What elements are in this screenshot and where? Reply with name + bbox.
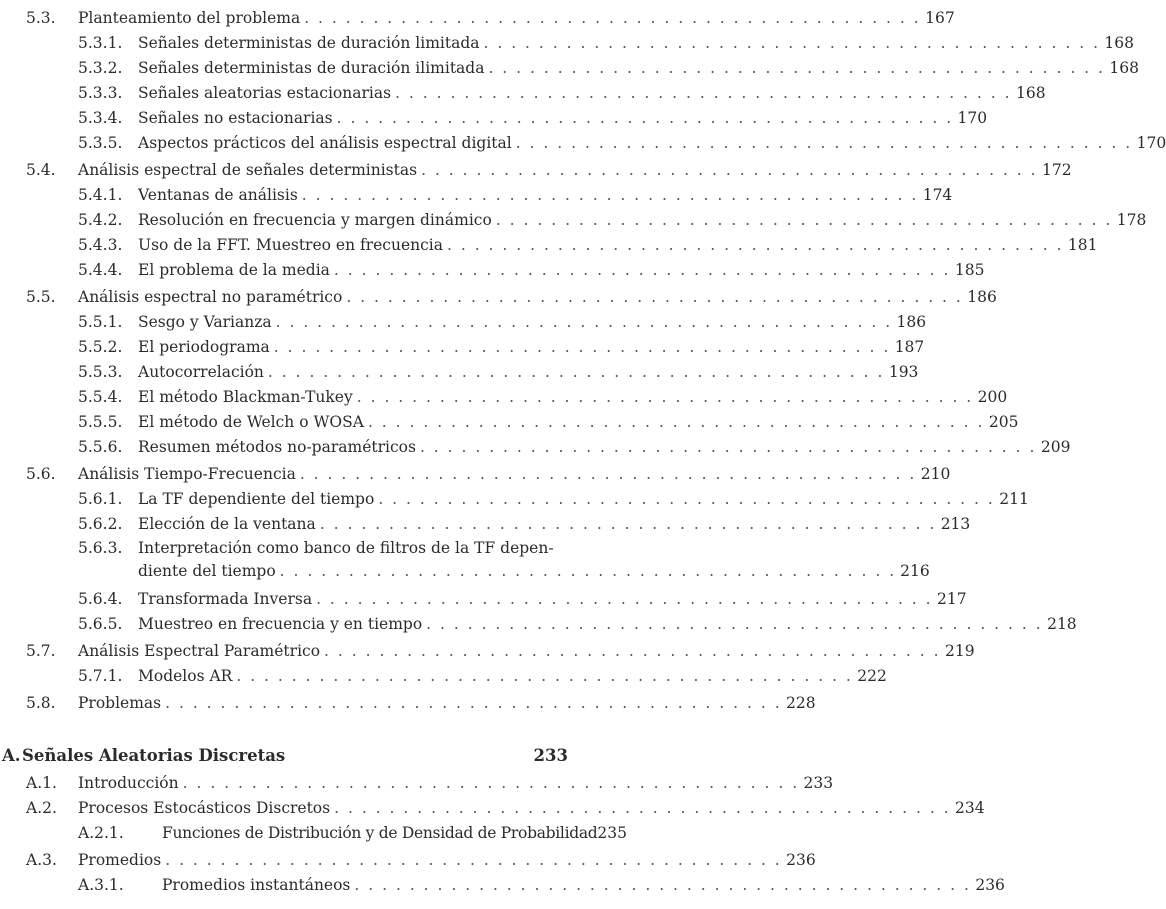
toc-entry-title: Sesgo y Varianza	[138, 313, 272, 331]
toc-entry-title: La TF dependiente del tiempo	[138, 490, 375, 508]
toc-entry-number: 5.3.4.	[78, 109, 123, 127]
toc-entry	[26, 691, 816, 715]
toc-entry-number: 5.5.2.	[78, 338, 123, 356]
toc-entry	[78, 335, 925, 359]
toc-entry-number: 5.3.3.	[78, 84, 123, 102]
toc-entry-number: 5.4.	[26, 161, 56, 179]
toc-entry-page: 222	[857, 667, 887, 685]
toc-leader-dots: . . . . . . . . . . . . . . . . . . . . . . . . . . . . . . . . . . . . . . . . . . . . .	[356, 388, 974, 406]
toc-leader-dots: . . . . . . . . . . . . . . . . . . . . . . . . . . . . . . . . . . . . . . . . . . . . .	[426, 615, 1043, 633]
toc-entry-title: Análisis espectral de señales deterministas	[78, 161, 418, 179]
toc-leader-dots: . . . . . . . . . . . . . . . . . . . . . . . . . . . . . . . . . . . . . . . . . . . . .	[367, 413, 985, 431]
toc-entry-title: Análisis Tiempo-Frecuencia	[78, 465, 296, 483]
toc-entry-title: Muestreo en frecuencia y en tiempo	[138, 615, 423, 633]
toc-leader-dots: . . . . . . . . . . . . . . . . . . . . . . . . . . . . . . . . . . . . . . . . . . . . .	[395, 84, 1012, 102]
toc-entry-title: Señales deterministas de duración limitada	[138, 34, 480, 52]
toc-leader-dots: . . . . . . . . . . . . . . . . . . . . . . . . . . . . . . . . . . . . . . . . . . . . .	[336, 109, 954, 127]
toc-entry-title-line1: Interpretación como banco de filtros de la TF depen-	[138, 539, 554, 557]
toc-entry	[78, 81, 1046, 105]
toc-entry	[78, 385, 1008, 409]
toc-entry-number: 5.5.6.	[78, 438, 123, 456]
toc-entry-page: 185	[954, 261, 985, 279]
toc-entry	[78, 208, 1147, 232]
toc-leader-dots: . . . . . . . . . . . . . . . . . . . . . . . . . . . . . . . . . . . . . . . . . . . . .	[324, 642, 941, 660]
toc-entry-page: 236	[786, 851, 816, 869]
toc-entry-page: 233	[533, 746, 568, 765]
toc-entry-page: 181	[1067, 236, 1098, 254]
toc-entry-number: A.	[2, 746, 21, 765]
toc-entry-number: 5.7.1.	[78, 667, 123, 685]
toc-entry-title: Resumen métodos no-paramétricos	[138, 438, 416, 456]
toc-leader-dots: . . . . . . . . . . . . . . . . . . . . . . . . . . . . . . . . . . . . . . . . . . . . .	[236, 667, 853, 685]
toc-leader-dots: . . . . . . . . . . . . . . . . . . . . . . . . . . . . . . . . . . . . . . . . . . . . .	[279, 562, 897, 580]
toc-entry-title: Modelos AR	[138, 667, 233, 685]
toc-leader-dots: . . . . . . . . . . . . . . . . . . . . . . . . . . . . . . . . . . . . . . . . . . . . .	[273, 338, 891, 356]
toc-entry	[78, 873, 1005, 897]
toc-entry	[78, 258, 985, 282]
toc-leader-dots: . . . . . . . . . . . . . . . . . . . . . . . . . . . . . . . . . . . . . . . . . . . . .	[447, 236, 1064, 254]
toc-entry	[26, 158, 1072, 182]
toc-entry-page: 236	[975, 876, 1005, 894]
toc-entry-number: 5.4.2.	[78, 211, 123, 229]
toc-leader-dots: . . . . . . . . . . . . . . . . . . . . . . . . . . . . . . . . . . . . . . . . . . . . .	[165, 694, 782, 712]
toc-leader-dots: . . . . . . . . . . . . . . . . . . . . . . . . . . . . . . . . . . . . . . . . . . . . .	[419, 438, 1037, 456]
toc-entry-title: Señales deterministas de duración ilimitada	[138, 59, 485, 77]
toc-entry-number: A.1.	[26, 774, 57, 792]
toc-entry-page: 178	[1116, 211, 1147, 229]
toc-entry-title: Señales aleatorias estacionarias	[138, 84, 392, 102]
toc-entry	[78, 664, 887, 688]
toc-entry-page: 186	[896, 313, 927, 331]
toc-entry-number: 5.6.5.	[78, 615, 123, 633]
toc-entry-page: 216	[900, 562, 930, 580]
toc-entry-page: 172	[1041, 161, 1072, 179]
toc-leader-dots: . . . . . . . . . . . . . . . . . . . . . . . . . . . . . . . . . . . . . . . . . . . . .	[378, 490, 995, 508]
toc-entry-title: Promedios	[78, 851, 162, 869]
toc-entry-title: El método de Welch o WOSA	[138, 413, 364, 431]
toc-leader-dots: . . . . . . . . . . . . . . . . . . . . . . . . . . . . . . . . . . . . . . . . . . . . .	[299, 465, 917, 483]
toc-leader-dots: . . . . . . . . . . . . . . . . . . . . . . . . . . . . . . . . . . . . . . . . . . . . .	[275, 313, 893, 331]
toc-leader-dots: . . . . . . . . . . . . . . . . . . . . . . . . . . . . . . . . . . . . . . . . . . . . .	[515, 134, 1133, 152]
toc-entry-number: 5.6.4.	[78, 590, 123, 608]
toc-entry-number: 5.6.	[26, 465, 56, 483]
toc-entry	[78, 360, 919, 384]
toc-entry-page: 200	[977, 388, 1008, 406]
toc-entry-page: 170	[1136, 134, 1166, 152]
toc-entry	[78, 106, 988, 130]
toc-entry-page: 168	[1104, 34, 1135, 52]
toc-entry-title: Planteamiento del problema	[78, 9, 301, 27]
toc-leader-dots: . . . . . . . . . . . . . . . . . . . . . . . . . . . . . . . . . . . . . . . . . . . . .	[316, 590, 933, 608]
toc-entry-number: A.3.1.	[78, 876, 124, 894]
toc-entry	[26, 285, 997, 309]
toc-entry	[78, 410, 1019, 434]
toc-entry	[78, 512, 971, 536]
toc-entry-number: 5.3.1.	[78, 34, 123, 52]
toc-entry-number: 5.8.	[26, 694, 56, 712]
toc-entry-title: Aspectos prácticos del análisis espectral digital	[138, 134, 512, 152]
toc-entry	[26, 848, 816, 872]
toc-entry-number: 5.3.5.	[78, 134, 123, 152]
toc-entry-title: Funciones de Distribución y de Densidad de Probabilidad	[162, 824, 598, 842]
toc-entry-page: 235	[597, 824, 628, 842]
toc-entry-page: 233	[803, 774, 834, 792]
toc-entry	[78, 612, 1077, 636]
toc-entry-page: 219	[944, 642, 975, 660]
toc-entry-page: 218	[1047, 615, 1077, 633]
toc-entry	[78, 587, 967, 611]
toc-entry	[78, 233, 1098, 257]
toc-entry-page: 209	[1040, 438, 1071, 456]
toc-entry-number: A.3.	[26, 851, 57, 869]
toc-leader-dots: . . . . . . . . . . . . . . . . . . . . . . . . . . . . . . . . . . . . . . . . . . . . .	[495, 211, 1113, 229]
toc-leader-dots: . . . . . . . . . . . . . . . . . . . . . . . . . . . . . . . . . . . . . . . . . . . . .	[267, 363, 885, 381]
toc-leader-dots: . . . . . . . . . . . . . . . . . . . . . . . . . . . . . . . . . . . . . . . . . . . . .	[301, 186, 919, 204]
toc-entry-title: Resolución en frecuencia y margen dinámico	[138, 211, 492, 229]
toc-leader-dots: . . . . . . . . . . . . . . . . . . . . . . . . . . . . . . . . . . . . . . . . . . . . .	[488, 59, 1105, 77]
toc-entry-number: 5.5.1.	[78, 313, 123, 331]
toc-entry	[78, 537, 930, 585]
toc-entry	[26, 6, 955, 30]
toc-entry-title: Elección de la ventana	[138, 515, 316, 533]
toc-entry-number: 5.3.	[26, 9, 56, 27]
toc-leader-dots: . . . . . . . . . . . . . . . . . . . . . . . . . . . . . . . . . . . . . . . . . . . . .	[182, 774, 800, 792]
toc-entry-title: Transformada Inversa	[138, 590, 313, 608]
toc-entry-title: Autocorrelación	[138, 363, 264, 381]
toc-entry	[78, 131, 1166, 155]
toc-entry	[78, 31, 1135, 55]
toc-entry-page: 170	[957, 109, 988, 127]
toc-entry	[78, 487, 1029, 511]
toc-entry-page: 186	[967, 288, 997, 306]
toc-entry	[26, 639, 975, 663]
toc-entry-number: 5.5.3.	[78, 363, 123, 381]
toc-chapter-entry	[2, 744, 568, 768]
toc-leader-dots: . . . . . . . . . . . . . . . . . . . . . . . . . . . . . . . . . . . . . . . . . . . . .	[165, 851, 782, 869]
toc-entry-number: 5.4.4.	[78, 261, 123, 279]
toc-entry-title: El problema de la media	[138, 261, 330, 279]
toc-leader-dots: . . . . . . . . . . . . . . . . . . . . . . . . . . . . . . . . . . . . . . . . . . . . .	[333, 261, 951, 279]
toc-entry-page: 174	[922, 186, 953, 204]
toc-leader-dots: . . . . . . . . . . . . . . . . . . . . . . . . . . . . . . . . . . . . . . . . . . . . .	[304, 9, 921, 27]
toc-entry-number: A.2.	[26, 799, 57, 817]
toc-entry-number: 5.4.1.	[78, 186, 123, 204]
toc-entry-title-line2-row	[138, 560, 930, 583]
toc-entry-title: Ventanas de análisis	[138, 186, 298, 204]
toc-leader-dots: . . . . . . . . . . . . . . . . . . . . . . . . . . . . . . . . . . . . . . . . . . . . .	[483, 34, 1101, 52]
toc-entry-page: 167	[925, 9, 955, 27]
toc-entry-page: 228	[786, 694, 816, 712]
toc-entry-title: Análisis Espectral Paramétrico	[78, 642, 321, 660]
toc-entry-page: 217	[937, 590, 967, 608]
toc-entry	[78, 435, 1071, 459]
toc-entry-page: 211	[999, 490, 1029, 508]
toc-entry-page: 205	[988, 413, 1019, 431]
toc-leader-dots: . . . . . . . . . . . . . . . . . . . . . . . . . . . . . . . . . . . . . . . . . . . . .	[319, 515, 937, 533]
toc-entry-number: 5.6.1.	[78, 490, 123, 508]
toc-entry-number: A.2.1.	[78, 824, 124, 842]
toc-entry	[26, 771, 834, 795]
toc-entry-title: Análisis espectral no paramétrico	[78, 288, 343, 306]
toc-entry	[78, 56, 1139, 80]
toc-entry-title: Procesos Estocásticos Discretos	[78, 799, 331, 817]
toc-entry-title: Problemas	[78, 694, 162, 712]
toc-entry-title: Señales no estacionarias	[138, 109, 333, 127]
toc-entry-number: 5.5.4.	[78, 388, 123, 406]
toc-entry-page: 168	[1109, 59, 1139, 77]
toc-leader-dots: . . . . . . . . . . . . . . . . . . . . . . . . . . . . . . . . . . . . . . . . . . . . .	[354, 876, 971, 894]
toc-entry-number: 5.6.2.	[78, 515, 123, 533]
toc-entry	[26, 796, 985, 820]
toc-entry-number: 5.6.3.	[78, 539, 123, 557]
toc-leader-dots: . . . . . . . . . . . . . . . . . . . . . . . . . . . . . . . . . . . . . . . . . . . . .	[346, 288, 963, 306]
toc-entry-page: 213	[940, 515, 971, 533]
toc-entry-number: 5.7.	[26, 642, 56, 660]
toc-entry-page: 193	[888, 363, 919, 381]
toc-leader-dots: . . . . . . . . . . . . . . . . . . . . . . . . . . . . . . . . . . . . . . . . . . . . .	[334, 799, 951, 817]
toc-leader-dots: . . . . . . . . . . . . . . . . . . . . . . . . . . . . . . . . . . . . . . . . . . . . .	[421, 161, 1038, 179]
toc-entry-title: Señales Aleatorias Discretas	[22, 746, 286, 765]
toc-entry-page: 168	[1015, 84, 1046, 102]
toc-entry-number: 5.5.	[26, 288, 56, 306]
toc-entry-page: 187	[894, 338, 925, 356]
toc-entry-title-line2: diente del tiempo	[138, 562, 276, 580]
toc-entry-number: 5.5.5.	[78, 413, 123, 431]
toc-entry-number: 5.3.2.	[78, 59, 123, 77]
toc-entry	[78, 821, 628, 845]
toc-entry	[26, 462, 951, 486]
toc-entry-title: Uso de la FFT. Muestreo en frecuencia	[138, 236, 443, 254]
toc-entry-number: 5.4.3.	[78, 236, 123, 254]
toc-entry-title: Introducción	[78, 774, 179, 792]
toc-entry-title: El método Blackman-Tukey	[138, 388, 353, 406]
toc-entry-page: 234	[955, 799, 985, 817]
toc-entry-page: 210	[920, 465, 951, 483]
toc-entry	[78, 310, 927, 334]
toc-entry	[78, 183, 953, 207]
toc-entry-title: Promedios instantáneos	[162, 876, 351, 894]
toc-entry-title: El periodograma	[138, 338, 270, 356]
